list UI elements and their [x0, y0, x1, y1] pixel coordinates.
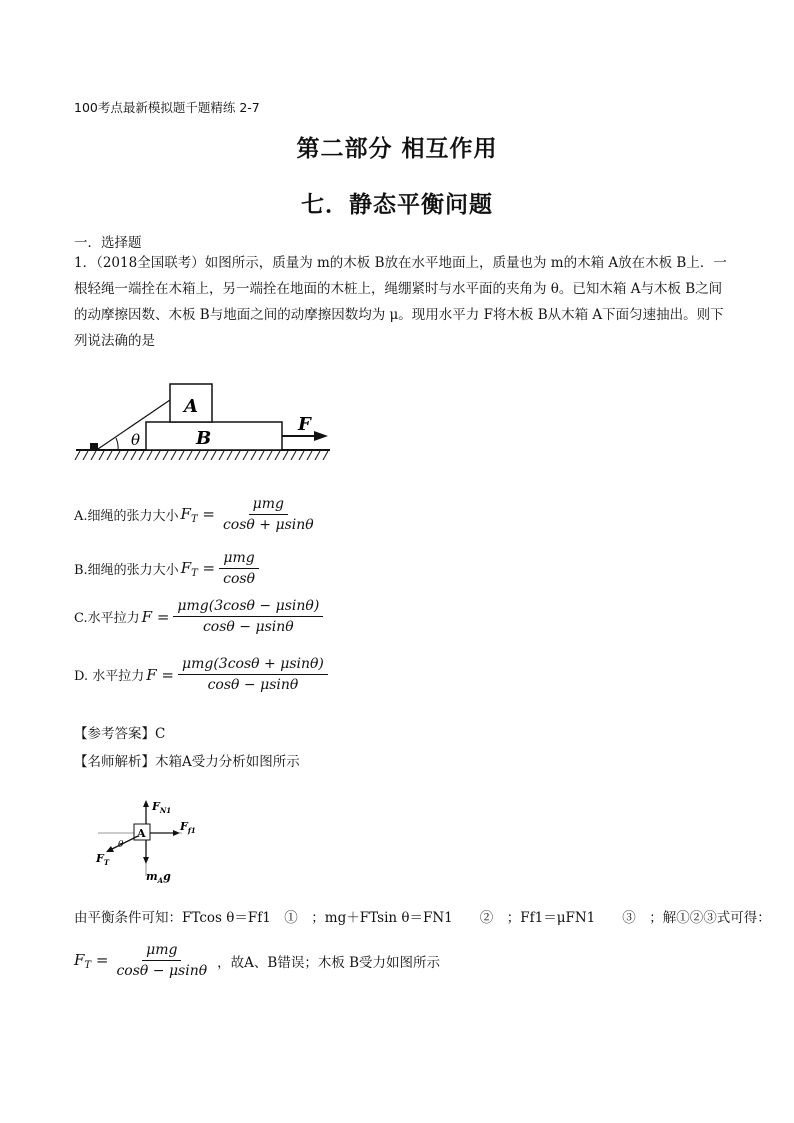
result-lhs: F	[74, 950, 85, 969]
question-text: 1．（2018全国联考）如图所示，质量为 m的木板 B放在水平地面上，质量也为 m的木箱 A放在木板 B上．一根轻绳一端拴在木箱上，另一端拴在地面的木桩上，绳绷紧时与水平面的夹角为 θ。已知木箱 A与木板 B之间的动摩擦因数、木板 B与地面之间的动摩擦因数均为 μ。现用水平力 F将木板 B从木箱 A下面匀速抽出。则下列说法确的是	[74, 255, 727, 349]
force-arrowhead	[314, 431, 328, 441]
option-c-lhs: F	[141, 607, 153, 626]
stake	[90, 443, 98, 450]
result-tail: ，故A、B错误；木板 B受力如图所示	[217, 954, 441, 971]
fbd-weight-label: m	[146, 870, 158, 883]
angle-label: θ	[131, 431, 141, 449]
section-title: 七．静态平衡问题	[301, 191, 493, 218]
option-d[interactable]: D. 水平拉力 F = $\frac{\text{μmg(3cosθ + μsinθ)}}{\cos\theta - \mu\sin\theta}$	[74, 656, 328, 693]
analysis-label: 【名师解析】木箱A受力分析如图所示	[74, 754, 300, 770]
svg-text:mAg	[146, 870, 171, 885]
section-label: 一．选择题	[74, 235, 142, 251]
board-b-label: B	[196, 428, 212, 449]
ground-hatch	[75, 451, 328, 460]
page-header: 100考点最新模拟题千题精练 2-7	[74, 100, 260, 115]
fbd-tension-arrow	[110, 836, 138, 850]
option-d-num: μmg(3cosθ + μsinθ)	[178, 656, 328, 675]
fbd-ft-sub: T	[103, 858, 110, 867]
option-d-den: cosθ − μsinθ	[207, 677, 299, 693]
option-b-den: cosθ	[223, 571, 256, 587]
svg-text:FN1	[151, 800, 171, 815]
option-a-num: μmg	[249, 496, 288, 515]
fbd-weight-g: g	[163, 870, 171, 883]
result-den: cosθ − μsinθ	[116, 963, 208, 979]
fbd-ff-label: F	[180, 820, 188, 833]
option-b-prefix: B.细绳的张力大小	[74, 563, 179, 578]
box-a-label: A	[184, 396, 198, 417]
option-b-lhs: F	[180, 558, 192, 577]
option-a-lhs: F	[180, 504, 191, 523]
setup-figure	[74, 378, 338, 468]
fbd-fn-sub: N1	[159, 806, 172, 815]
fbd-fn-label: F	[152, 800, 160, 813]
svg-text:Ff1	[179, 820, 196, 835]
force-label: F	[298, 414, 311, 435]
option-c-prefix: C.水平拉力	[74, 611, 140, 626]
option-d-prefix: D. 水平拉力	[74, 669, 145, 684]
result-lhs-sub: T	[84, 959, 92, 971]
result-num: μmg	[142, 942, 181, 961]
option-b-num: μmg	[219, 550, 258, 569]
fbd-ft-label: F	[96, 852, 104, 865]
svg-text:FT	[95, 852, 110, 867]
option-c[interactable]: C.水平拉力 F = $\frac{\text{μmg(3cosθ − μsinθ)}}{\cos\theta - \mu\sin\theta}$	[74, 598, 323, 635]
answer: 【参考答案】C	[74, 726, 166, 742]
option-a[interactable]: A.细绳的张力大小 $F_T$ = $\frac{\text{μmg}}{\cos\theta + \mu\sin\theta}$	[74, 496, 318, 533]
board-b	[146, 422, 282, 450]
option-a-den: cosθ + μsinθ	[222, 517, 314, 533]
option-b[interactable]: B.细绳的张力大小 $F_T$ = $\frac{\text{μmg}}{\cos\theta}$	[74, 550, 259, 587]
fbd-angle-label: θ	[118, 840, 124, 850]
fbd-ff-sub: f1	[187, 826, 196, 835]
option-a-lhs-sub: T	[190, 513, 198, 525]
fbd-weight-sub: A	[157, 876, 164, 885]
fbd-box-label: A	[137, 827, 146, 840]
option-a-prefix: A.细绳的张力大小	[74, 509, 179, 524]
option-c-den: cosθ − μsinθ	[202, 619, 294, 635]
fbd-figure	[90, 796, 220, 886]
option-d-lhs: F	[146, 665, 157, 684]
equilibrium-condition: 由平衡条件可知：FTcos θ＝Ff1 ① ；mg＋FTsin θ＝FN1 ② ；Ff1＝μFN1 ③ ；解①②③式可得：	[74, 910, 771, 926]
angle-arc	[116, 438, 118, 450]
option-c-num: μmg(3cosθ − μsinθ)	[173, 598, 323, 617]
part-title: 第二部分 相互作用	[296, 135, 498, 162]
result-line: $F_T$ = $\frac{\text{μmg}}{\cos\theta - \mu\sin\theta}$ ，故A、B错误；木板 B受力如图所示	[74, 942, 441, 979]
option-b-lhs-sub: T	[191, 567, 198, 579]
